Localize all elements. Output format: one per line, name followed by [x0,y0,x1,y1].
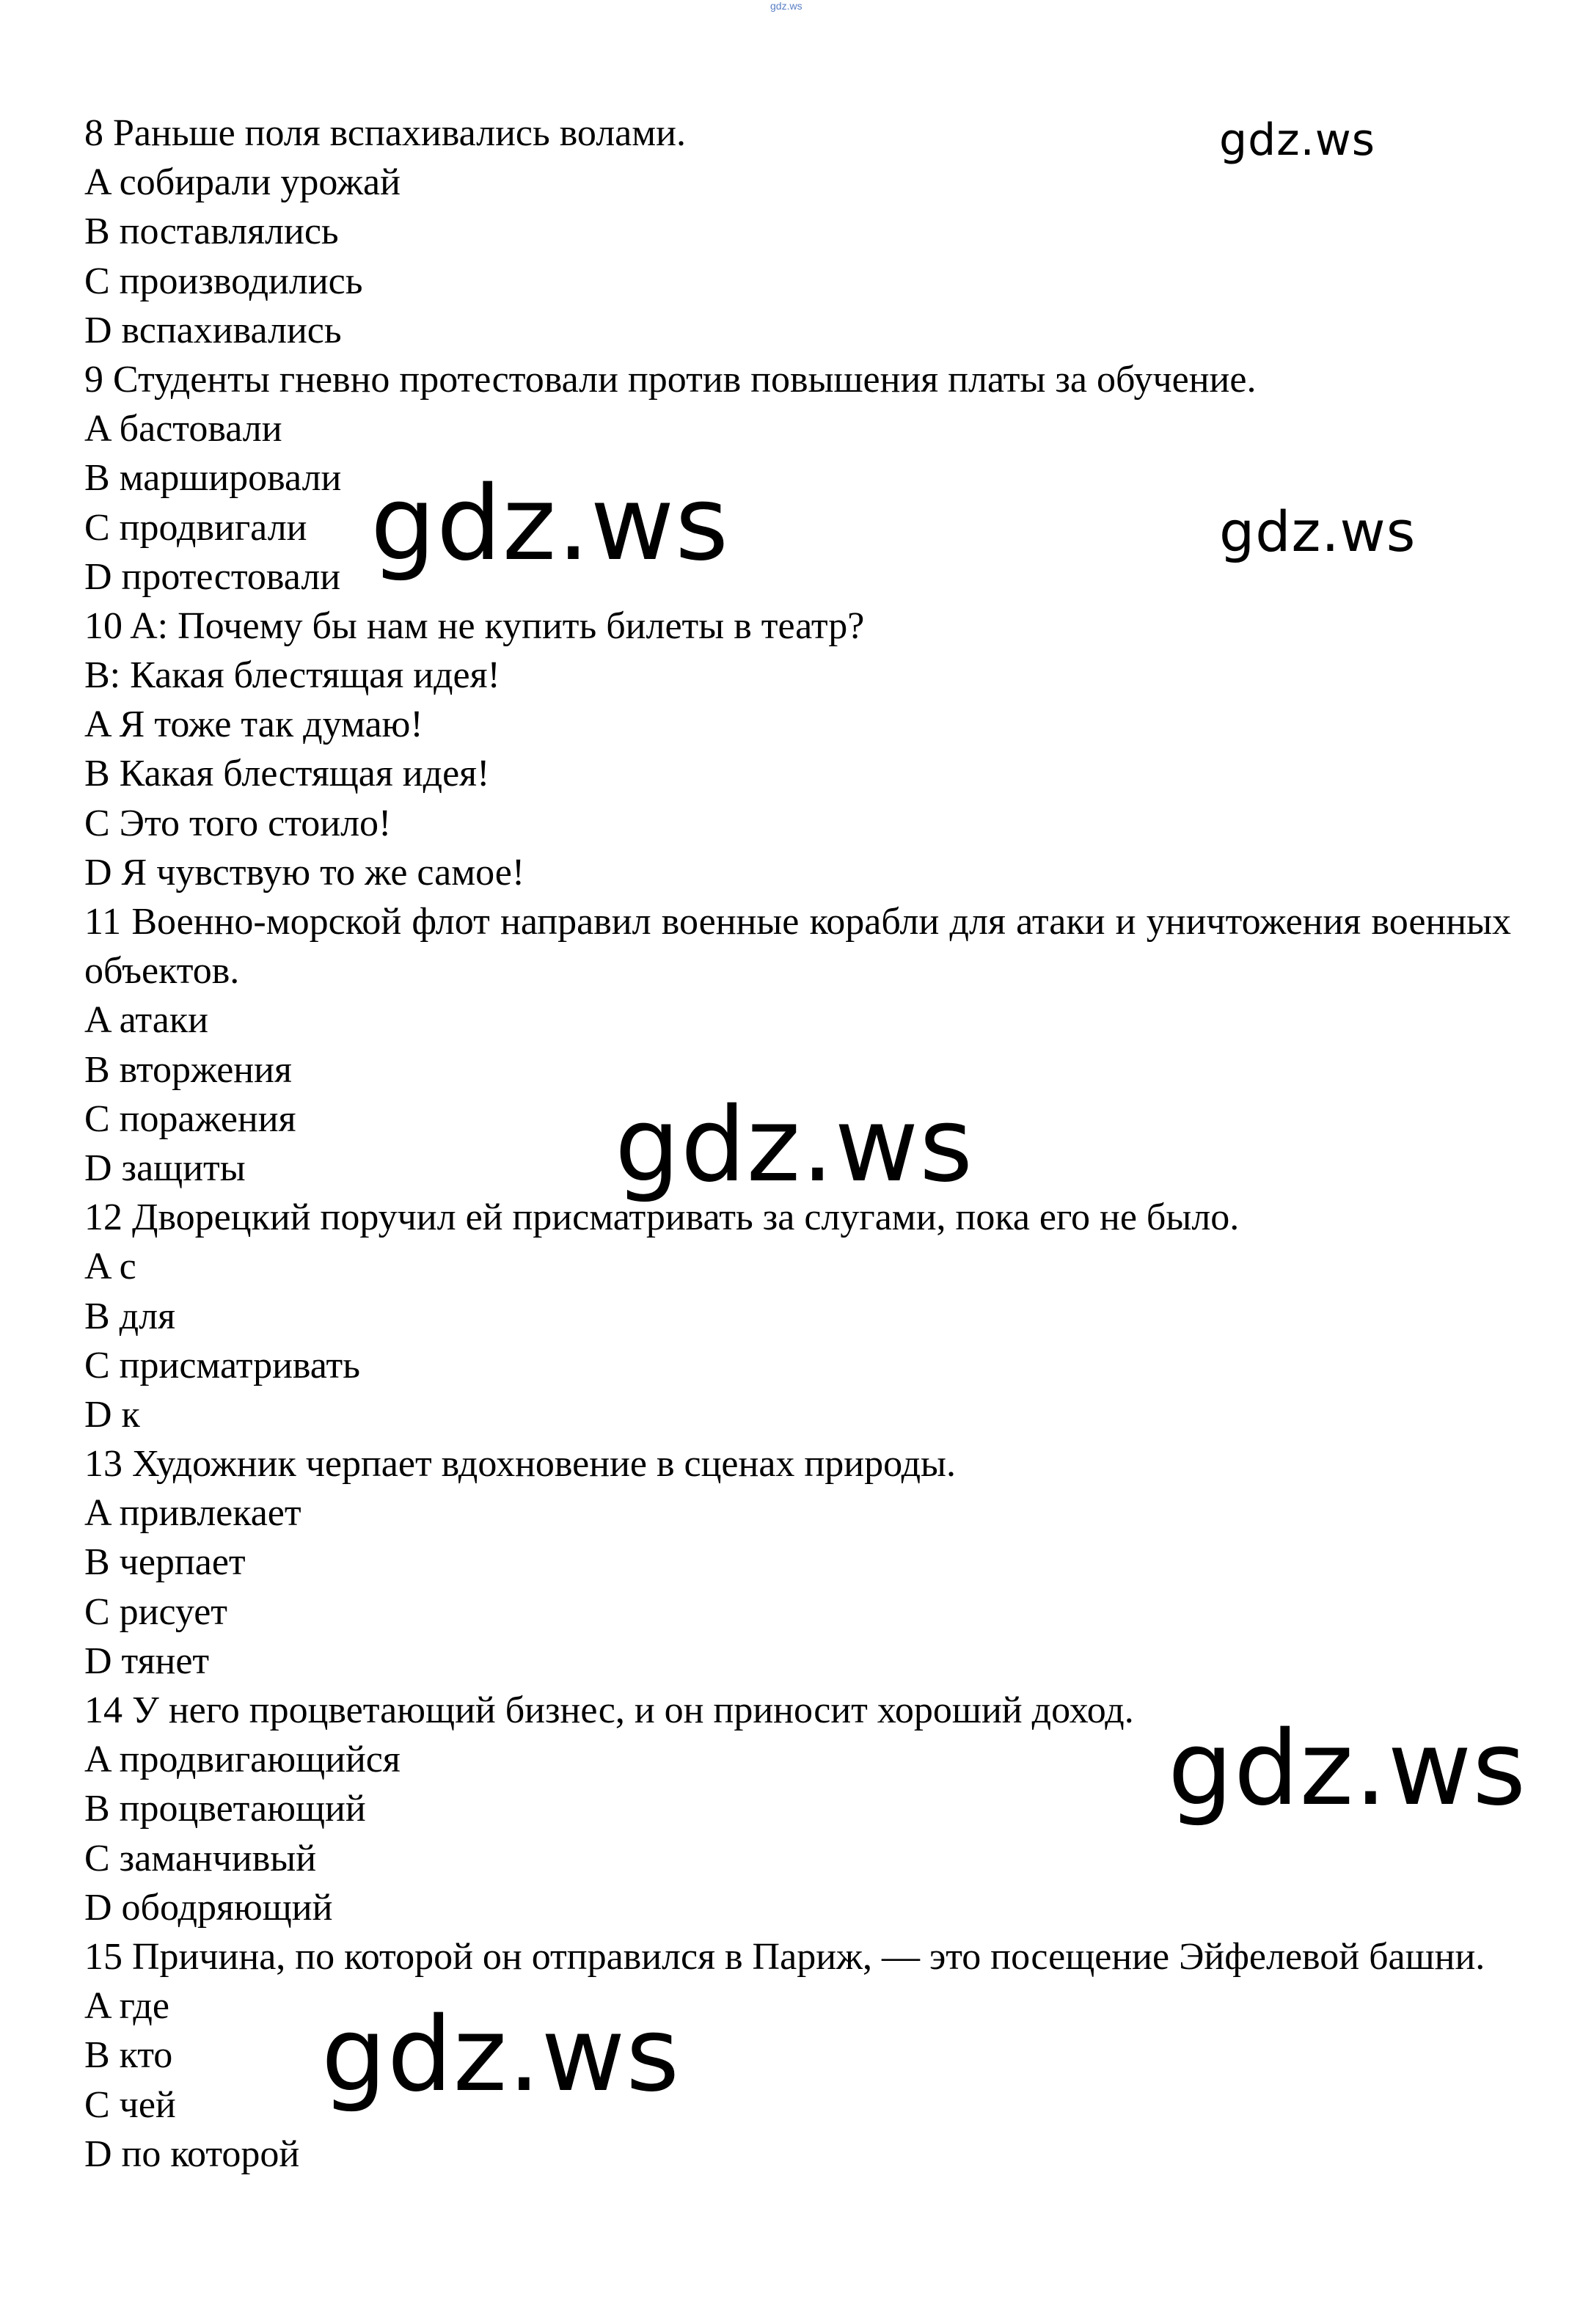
option-10b: B Какая блестящая идея! [84,753,490,795]
question-8: 8 Раньше поля вспахивались волами. [84,112,686,154]
option-11a: A атаки [84,999,208,1042]
question-13: 13 Художник черпает вдохновение в сценах природы. [84,1443,956,1486]
option-11b: B вторжения [84,1048,292,1091]
option-9b: B маршировали [84,457,342,500]
option-13c: C рисует [84,1590,228,1633]
option-10d: D Я чувствую то же самое! [84,851,525,894]
option-15a: A где [84,1985,169,2028]
option-8b: B поставлялись [84,211,339,253]
option-15b: B кто [84,2034,173,2077]
option-12d: D к [84,1393,140,1436]
watermark-left-upper: gdz.ws [370,464,730,584]
watermark-right-lower: gdz.ws [1168,1709,1527,1829]
watermark-center: gdz.ws [615,1086,974,1205]
option-9a: A бастовали [84,408,282,450]
top-watermark: gdz.ws [770,0,803,12]
watermark-top-right: gdz.ws [1219,114,1376,166]
option-8a: A собирали урожай [84,161,401,204]
question-10: 10 A: Почему бы нам не купить билеты в театр? [84,604,865,647]
question-15: 15 Причина, по которой он отправился в Париж, — это посещение Эйфелевой башни. [84,1935,1485,1978]
option-9d: D протестовали [84,555,341,598]
option-10a: A Я тоже так думаю! [84,704,423,746]
question-9: 9 Студенты гневно протестовали против повышения платы за обучение. [84,358,1257,401]
question-10-reply: B: Какая блестящая идея! [84,654,500,697]
option-12c: C присматривать [84,1344,360,1386]
watermark-left-lower: gdz.ws [321,1995,681,2115]
option-10c: C Это того стоило! [84,802,392,844]
option-13b: B черпает [84,1541,246,1584]
option-9c: C продвигали [84,506,307,549]
option-12a: A с [84,1246,136,1288]
question-12: 12 Дворецкий поручил ей присматривать за слугами, пока его не было. [84,1196,1240,1239]
option-15c: C чей [84,2083,176,2126]
option-13a: A привлекает [84,1492,301,1535]
option-14a: A продвигающийся [84,1739,401,1781]
option-15d: D по которой [84,2133,300,2175]
option-11c: C поражения [84,1097,296,1140]
option-13d: D тянет [84,1640,210,1682]
option-8c: C производились [84,260,363,302]
option-14b: B процветающий [84,1788,366,1830]
option-14c: C заманчивый [84,1837,317,1879]
option-12b: B для [84,1295,176,1337]
option-11d: D защиты [84,1147,246,1189]
watermark-right-upper: gdz.ws [1219,499,1416,564]
option-14d: D ободряющий [84,1886,333,1929]
option-8d: D вспахивались [84,309,342,351]
question-14: 14 У него процветающий бизнес, и он приносит хороший доход. [84,1689,1134,1732]
question-11: 11 Военно-морской флот направил военные корабли для атаки и уничтожения военных объектов. [84,901,1511,993]
